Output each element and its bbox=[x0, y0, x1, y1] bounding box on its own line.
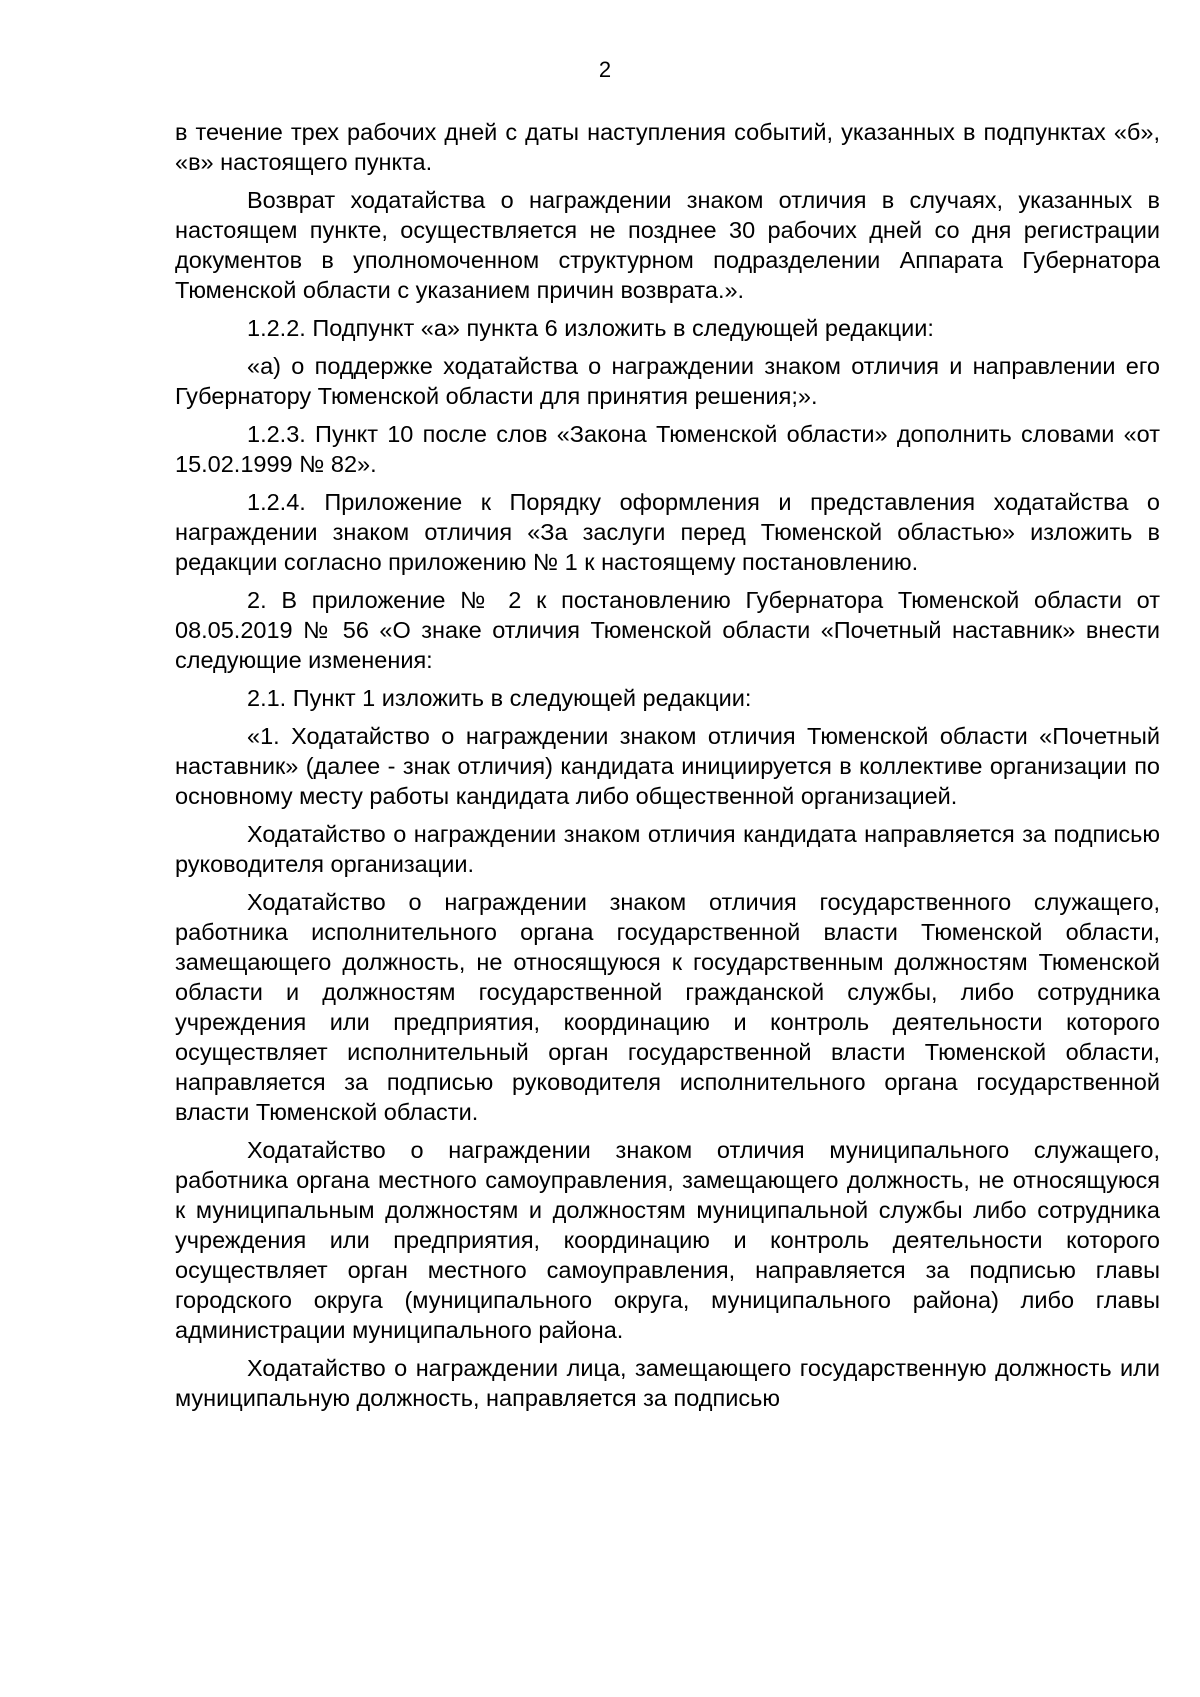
paragraph: 1.2.4. Приложение к Порядку оформления и представления ходатайства о награждении знаком отличия «За заслуги перед Тюменской областью» изложить в редакции согласно приложению № 1 к настоящему постановлению. bbox=[175, 489, 1160, 575]
paragraph: Ходатайство о награждении лица, замещающего государственную должность или муниципальную должность, направляется за подписью bbox=[175, 1355, 1160, 1411]
paragraph: «1. Ходатайство о награждении знаком отличия Тюменской области «Почетный наставник» (далее - знак отличия) кандидата инициируется в коллективе организации по основному месту работы кандидата либо общественной организацией. bbox=[175, 723, 1160, 809]
paragraph: Ходатайство о награждении знаком отличия муниципального служащего, работника органа местного самоуправления, замещающего должность, не относящуюся к муниципальным должностям и должностям муниципальной службы либо сотрудника учреждения или предприятия, координацию и контроль деятельности которого осуществляет орган местного самоуправления, направляется за подписью главы городского округа (муниципального округа, муниципального района) либо главы администрации муниципального района. bbox=[175, 1137, 1160, 1343]
paragraph: в течение трех рабочих дней с даты наступления событий, указанных в подпунктах «б», «в» настоящего пункта. bbox=[175, 119, 1160, 175]
document-body bbox=[175, 117, 1160, 1421]
paragraph: 2.1. Пункт 1 изложить в следующей редакции: bbox=[247, 685, 752, 711]
paragraph: Ходатайство о награждении знаком отличия государственного служащего, работника исполнительного органа государственной власти Тюменской области, замещающего должность, не относящуюся к государственным должностям Тюменской области и должностям государственной гражданской службы, либо сотрудника учреждения или предприятия, координацию и контроль деятельности которого осуществляет исполнительный орган государственной власти Тюменской области, направляется за подписью руководителя исполнительного органа государственной власти Тюменской области. bbox=[175, 889, 1160, 1125]
paragraph: Возврат ходатайства о награждении знаком отличия в случаях, указанных в настоящем пункте, осуществляется не позднее 30 рабочих дней со дня регистрации документов в уполномоченном структурном подразделении Аппарата Губернатора Тюменской области с указанием причин возврата.». bbox=[175, 187, 1160, 303]
paragraph: 1.2.3. Пункт 10 после слов «Закона Тюменской области» дополнить словами «от 15.02.1999 № 82». bbox=[175, 421, 1160, 477]
page-number: 2 bbox=[598, 57, 612, 82]
paragraph: 1.2.2. Подпункт «а» пункта 6 изложить в следующей редакции: bbox=[247, 315, 934, 341]
paragraph: «а) о поддержке ходатайства о награждении знаком отличия и направлении его Губернатору Тюменской области для принятия решения;». bbox=[175, 353, 1160, 409]
paragraph: Ходатайство о награждении знаком отличия кандидата направляется за подписью руководителя организации. bbox=[175, 821, 1160, 877]
paragraph: 2. В приложение № 2 к постановлению Губернатора Тюменской области от 08.05.2019 № 56 «О знаке отличия Тюменской области «Почетный наставник» внести следующие изменения: bbox=[175, 587, 1160, 673]
